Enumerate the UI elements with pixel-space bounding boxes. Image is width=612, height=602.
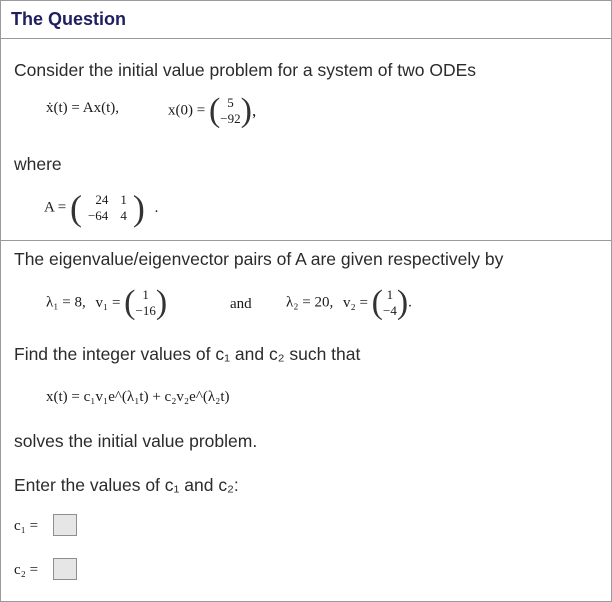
- where-label: where: [14, 154, 62, 174]
- intro-text: Consider the initial value problem for a system of two ODEs: [14, 60, 476, 80]
- question-title: The Question: [11, 9, 127, 29]
- answer-c2-label: c₂ =: [14, 562, 39, 578]
- answer-c1-input[interactable]: [53, 514, 77, 536]
- matrix-cell: −64: [87, 208, 109, 223]
- and-word: and: [230, 296, 252, 312]
- section-divider: [0, 240, 611, 241]
- solution-equation: x(t) = c₁v₁e^(λ₁t) + c₂v₂e^(λ₂t): [46, 389, 230, 405]
- matrix-label: A =: [44, 199, 67, 216]
- ic-vector: [220, 95, 240, 127]
- ic-bottom: −92: [220, 111, 241, 126]
- ode-equation: [46, 100, 119, 117]
- v1-label: v₁ =: [95, 294, 121, 311]
- eigen-trailing: .: [408, 294, 412, 311]
- ic-trailing: ,: [251, 101, 257, 120]
- matrix-cell: 4: [120, 208, 127, 223]
- answer-c2-input[interactable]: [53, 558, 77, 580]
- title-divider: [0, 38, 611, 39]
- initial-condition: x(0) = ( 5 −92),: [168, 92, 257, 129]
- v1-bottom: −16: [135, 303, 156, 318]
- matrix-cell: 24: [95, 192, 109, 207]
- v2-bottom: −4: [383, 303, 397, 318]
- eigen-text: The eigenvalue/eigenvector pairs of A are given respectively by: [14, 249, 504, 269]
- ic-top: 5: [227, 95, 234, 110]
- matrix-body: [82, 192, 133, 224]
- answer-c1-label: c₁ =: [14, 518, 39, 534]
- enter-text: Enter the values of c₁ and c₂:: [14, 475, 239, 495]
- ic-label: x(0) =: [168, 102, 206, 119]
- solves-text: solves the initial value problem.: [14, 431, 258, 451]
- matrix-a: A = ( 24 1 −64 4 ) .: [44, 188, 159, 228]
- find-text: Find the integer values of c₁ and c₂ such that: [14, 344, 361, 364]
- lambda2: λ₂ = 20,: [286, 294, 334, 311]
- v1-top: 1: [142, 287, 149, 302]
- ode-lhs: ẋ(t) = Ax(t),: [46, 100, 120, 116]
- v2-label: v₂ =: [342, 294, 368, 311]
- lambda1: λ₁ = 8,: [46, 294, 86, 311]
- matrix-trailing: .: [154, 199, 159, 216]
- v1-vector: [136, 287, 156, 319]
- v2-top: 1: [386, 287, 394, 302]
- matrix-cell: 1: [120, 192, 127, 207]
- eigen-pair-2: λ₂ = 20, v₂ = ( 1 −4).: [286, 284, 412, 321]
- v2-vector: [383, 287, 397, 319]
- eigen-pair-1: λ₁ = 8, v₁ = ( 1 −16): [46, 284, 168, 321]
